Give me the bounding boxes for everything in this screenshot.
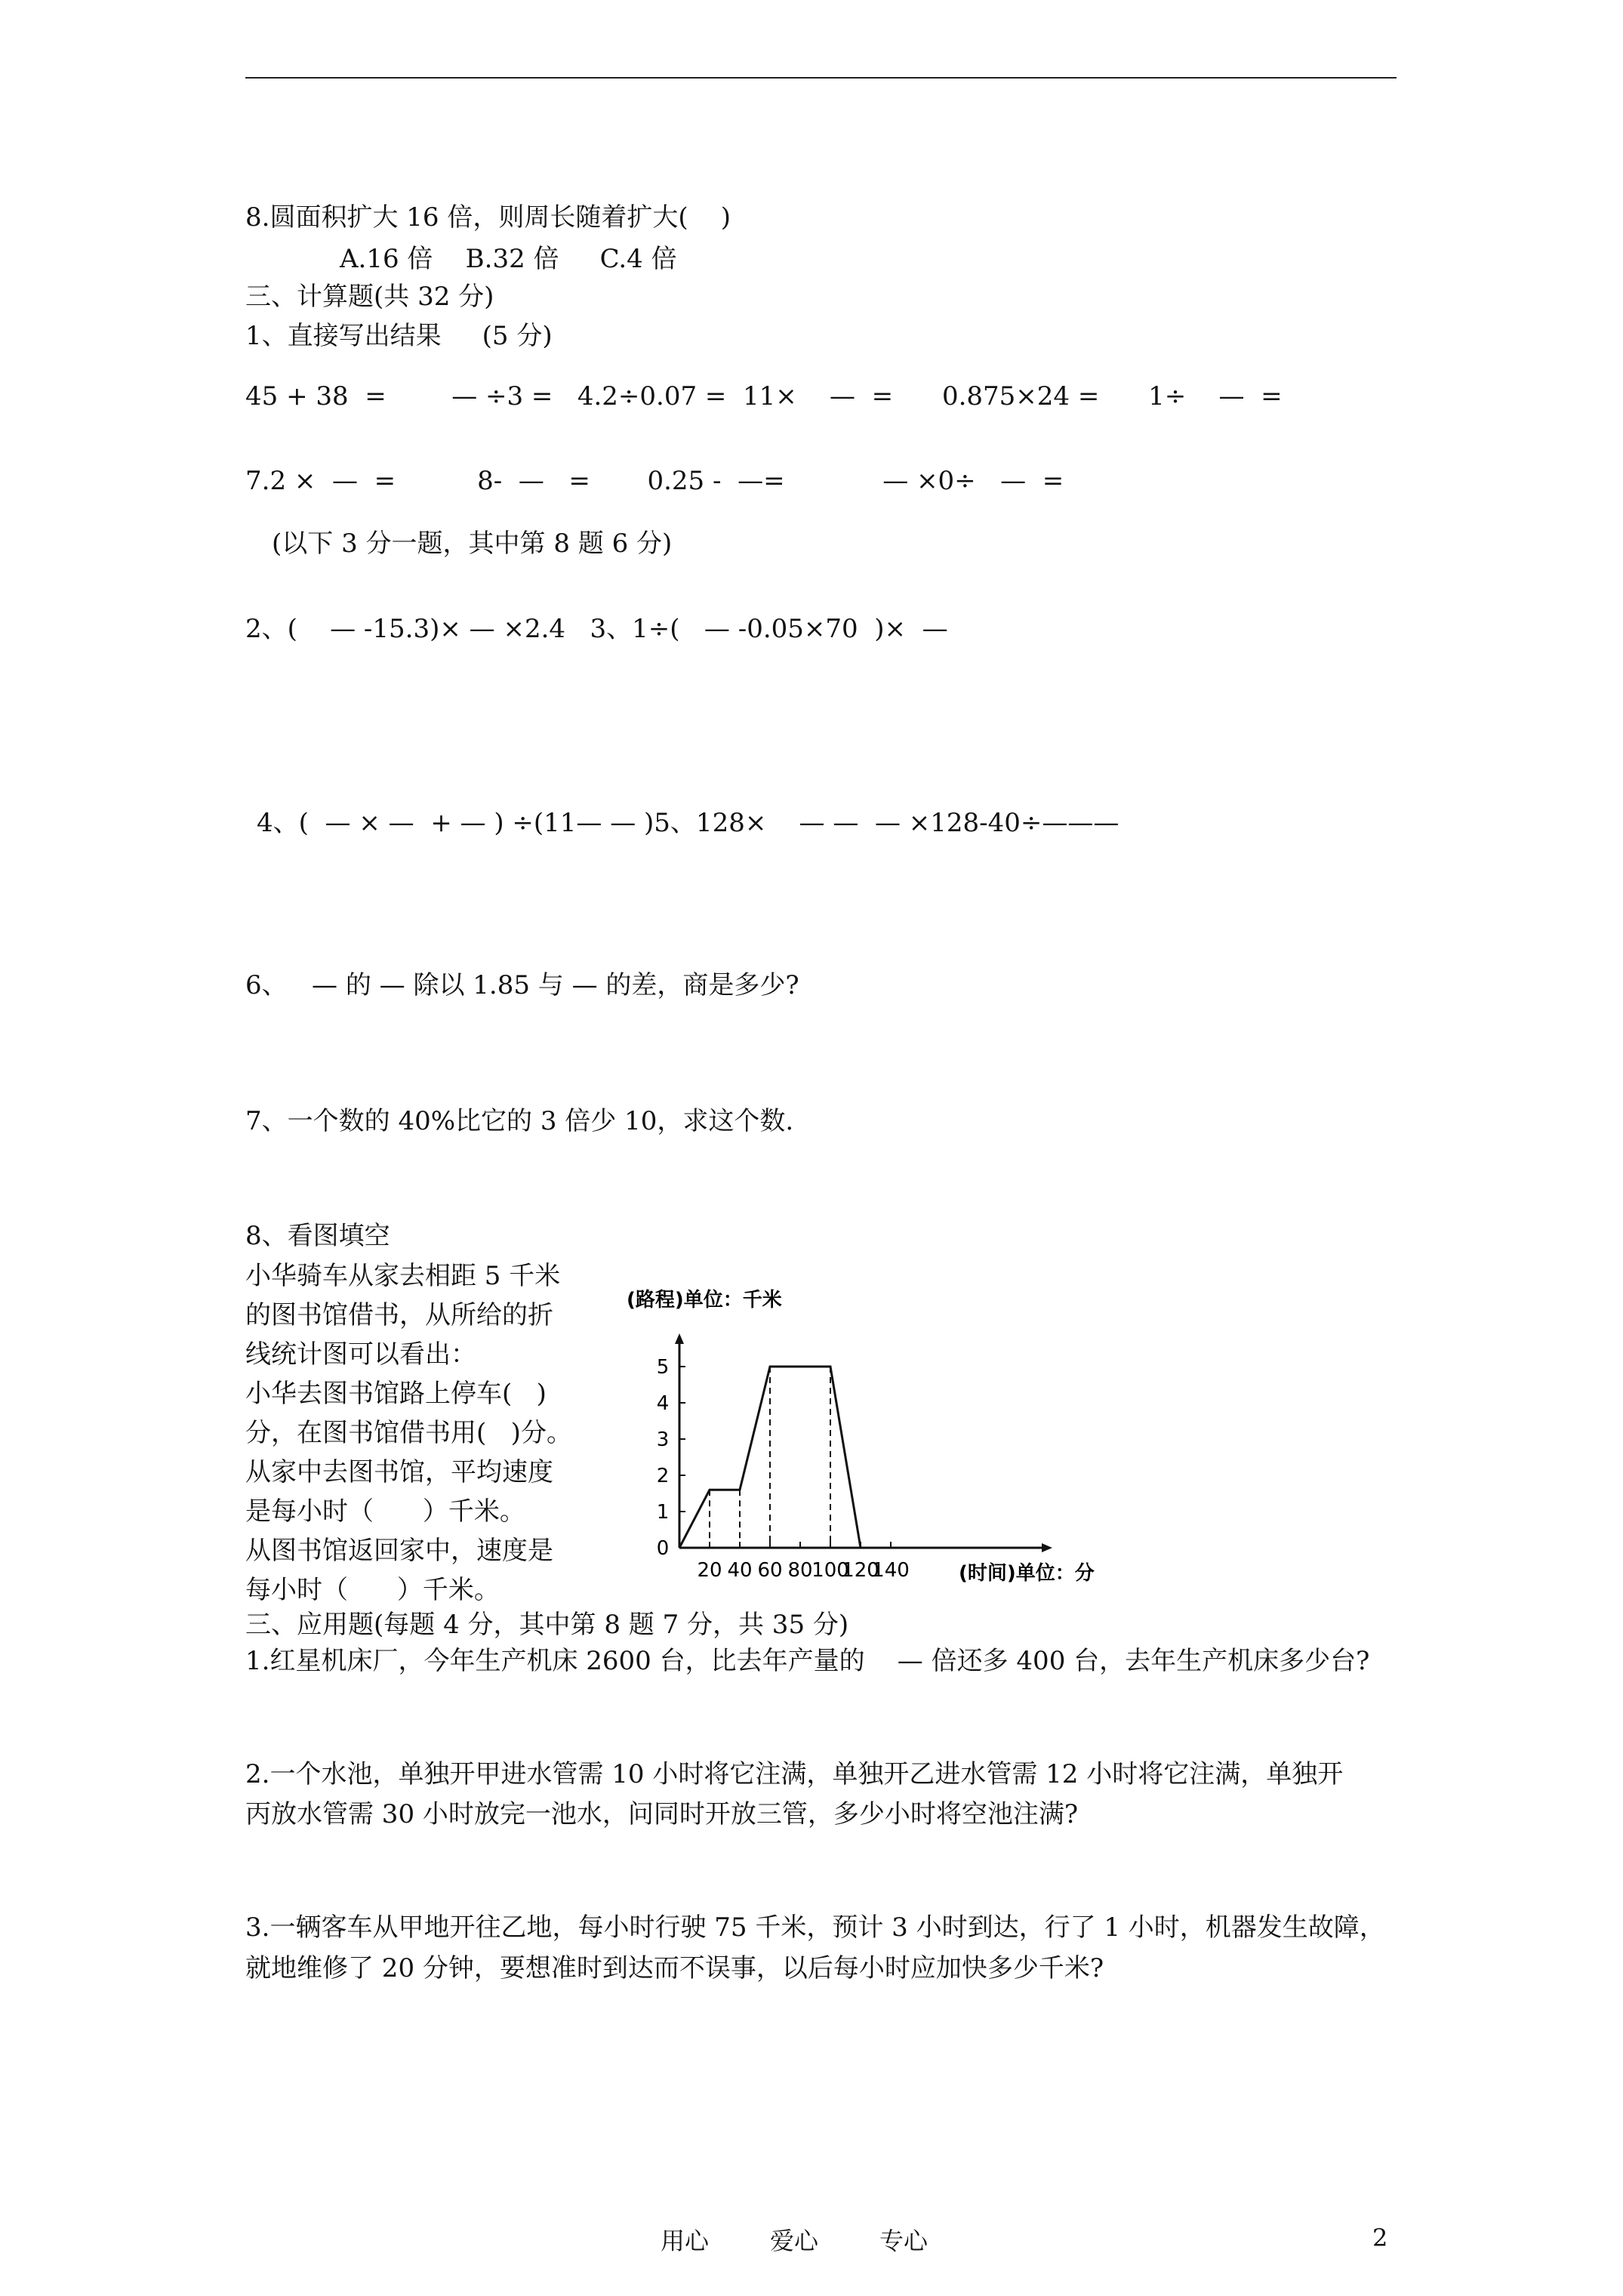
application-2-line-1: 2.一个水池，单独开甲进水管需 10 小时将它注满，单独开乙进水管需 12 小时将它注满，单独开 bbox=[245, 1759, 1344, 1789]
footer-text-2: 爱心 bbox=[770, 2227, 819, 2255]
chart-text-line: 小华骑车从家去相距 5 千米 bbox=[245, 1261, 561, 1291]
calc-note: (以下 3 分一题，其中第 8 题 6 分) bbox=[272, 529, 673, 559]
calc-row-2: 7.2 × — = 8- — = 0.25 - —= — ×0÷ — = bbox=[245, 466, 1064, 496]
footer-text-1: 用心 bbox=[661, 2227, 710, 2255]
x-axis-label: (时间)单位：分 bbox=[959, 1562, 1095, 1585]
y-axis-label: (路程)单位：千米 bbox=[627, 1289, 782, 1311]
calc-1-heading: 1、直接写出结果 (5 分) bbox=[245, 321, 553, 351]
chart-text-line: 从家中去图书馆，平均速度 bbox=[245, 1457, 553, 1487]
calc-4-5: 4、( — × — + — ) ÷(11— — )5、128× — — — ×128-40÷——— bbox=[257, 808, 1119, 838]
header-rule bbox=[245, 77, 1397, 79]
chart-text-line: 小华去图书馆路上停车( ) bbox=[245, 1379, 547, 1409]
calc-row-1: 45 + 38 = — ÷3 = 4.2÷0.07 = 11× — = 0.875×24 = 1÷ — = bbox=[245, 381, 1283, 411]
section-calc-heading: 三、计算题(共 32 分) bbox=[245, 282, 494, 312]
application-2-line-2: 丙放水管需 30 小时放完一池水，问同时开放三管，多少小时将空池注满? bbox=[245, 1799, 1079, 1829]
y-tick-label: 2 bbox=[656, 1465, 670, 1487]
application-1: 1.红星机床厂，今年生产机床 2600 台，比去年产量的 — 倍还多 400 台，去年生产机床多少台? bbox=[245, 1646, 1370, 1676]
calc-6: 6、 — 的 — 除以 1.85 与 — 的差，商是多少? bbox=[245, 970, 799, 1000]
question-8: 8.圆面积扩大 16 倍，则周长随着扩大( ) bbox=[245, 202, 731, 233]
x-tick-label: 100 bbox=[812, 1559, 849, 1582]
x-tick-label: 60 bbox=[757, 1559, 783, 1582]
chart-text-line: 每小时（ ）千米。 bbox=[245, 1575, 500, 1605]
calc-2-3: 2、( — -15.3)× — ×2.4 3、1÷( — -0.05×70 )× — bbox=[245, 614, 948, 644]
y-tick-label: 3 bbox=[656, 1428, 670, 1451]
y-tick-label: 4 bbox=[656, 1392, 670, 1415]
question-8-options: A.16 倍 B.32 倍 C.4 倍 bbox=[340, 244, 677, 274]
calc-8-heading: 8、看图填空 bbox=[245, 1221, 390, 1251]
chart-text-line: 分，在图书馆借书用( )分。 bbox=[245, 1418, 572, 1448]
chart-text-line: 从图书馆返回家中，速度是 bbox=[245, 1536, 553, 1566]
footer-text-3: 专心 bbox=[879, 2227, 929, 2255]
chart-text-line: 的图书馆借书，从所给的折 bbox=[245, 1300, 553, 1330]
y-tick-label: 5 bbox=[656, 1356, 670, 1379]
x-axis-arrow bbox=[1042, 1543, 1052, 1552]
x-tick-label: 40 bbox=[727, 1559, 753, 1582]
x-tick-label: 120 bbox=[842, 1559, 879, 1582]
calc-7: 7、一个数的 40%比它的 3 倍少 10，求这个数. bbox=[245, 1106, 794, 1136]
section-application-heading: 三、应用题(每题 4 分，其中第 8 题 7 分，共 35 分) bbox=[245, 1610, 849, 1640]
y-axis-arrow bbox=[675, 1333, 684, 1344]
x-tick-label: 20 bbox=[697, 1559, 722, 1582]
x-tick-label: 140 bbox=[872, 1559, 910, 1582]
chart-text-line: 是每小时（ ）千米。 bbox=[245, 1496, 525, 1527]
chart-text-line: 线统计图可以看出： bbox=[245, 1339, 476, 1370]
x-tick-label: 80 bbox=[787, 1559, 813, 1582]
application-3-line-2: 就地维修了 20 分钟，要想准时到达而不误事，以后每小时应加快多少千米? bbox=[245, 1953, 1104, 1983]
application-3-line-1: 3.一辆客车从甲地开往乙地，每小时行驶 75 千米，预计 3 小时到达，行了 1 小时，机器发生故障， bbox=[245, 1912, 1385, 1943]
y-tick-label: 0 bbox=[656, 1537, 670, 1560]
distance-time-chart bbox=[619, 1284, 1117, 1601]
y-tick-label: 1 bbox=[656, 1501, 670, 1524]
page-number: 2 bbox=[1372, 2224, 1388, 2252]
